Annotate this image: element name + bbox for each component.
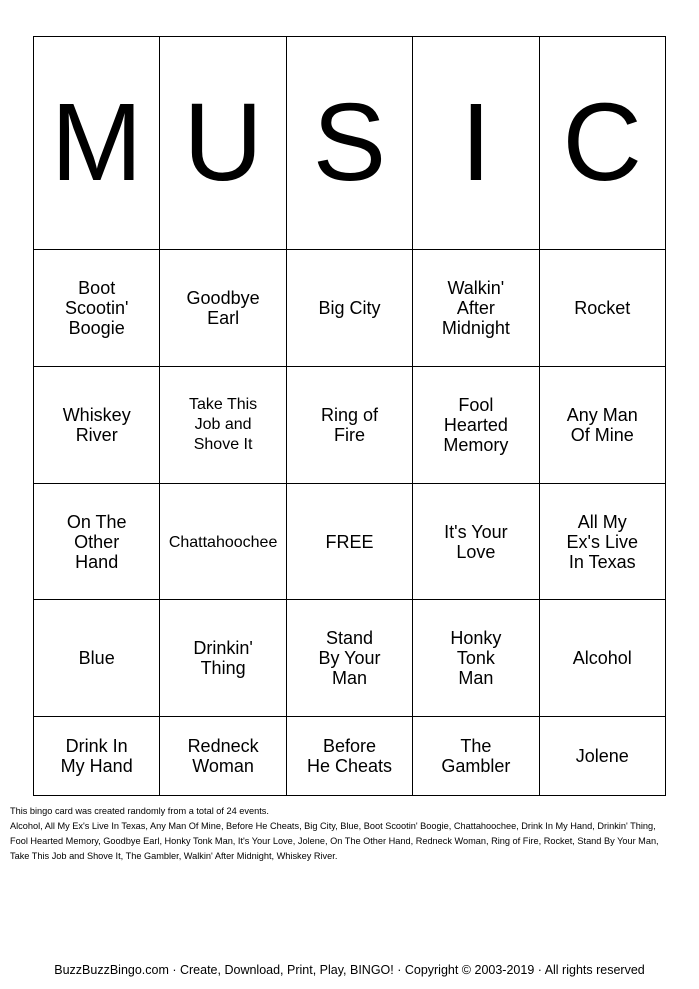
header-row	[34, 37, 666, 250]
bingo-cell	[34, 717, 160, 796]
bingo-cell	[413, 600, 539, 717]
cell-label: It's Your Love	[444, 521, 508, 562]
header-letter-u: U	[160, 37, 286, 250]
bingo-cell	[160, 717, 286, 796]
bingo-cell	[160, 249, 286, 366]
cell-label: Blue	[78, 648, 115, 669]
cell-label: Before He Cheats	[306, 736, 392, 777]
bingo-cell	[160, 600, 286, 717]
cell-label: FREE	[325, 531, 374, 552]
cell-label: Alcohol	[572, 648, 632, 669]
cell-label: On The Other Hand	[66, 511, 127, 572]
header-letter-c: C	[539, 37, 665, 250]
card-row-5	[34, 717, 666, 796]
bingo-card	[33, 36, 666, 796]
card-notes	[10, 804, 690, 864]
header-letter-m: M	[34, 37, 160, 250]
bingo-cell	[160, 483, 286, 600]
bingo-cell	[34, 249, 160, 366]
site-footer: BuzzBuzzBingo.com · Create, Download, Print, Play, BINGO! · Copyright © 2003-2019 · All rights reserved	[54, 963, 645, 977]
cell-label: Honky Tonk Man	[450, 628, 502, 689]
card-row-3	[34, 483, 666, 600]
bingo-cell	[539, 483, 665, 600]
bingo-cell	[539, 366, 665, 483]
event-list: Alcohol, All My Ex's Live In Texas, Any Man Of Mine, Before He Cheats, Big City, Blue, Boot Scootin' Boogie, Chattahoochee, Drink In My Hand, Drinkin' Thing, Fool Hearted Memory, Goodbye Earl, Honky Tonk Man, It's Your Love, Jolene, On The Other Hand, Redneck Woman, Ring of Fire, Rocket, Stand By Your Man, Take This Job and Shove It, The Gambler, Walkin' After Midnight, Whiskey River.	[10, 821, 659, 861]
free-space-cell	[286, 483, 412, 600]
bingo-cell	[413, 366, 539, 483]
cell-label: Any Man Of Mine	[566, 404, 638, 445]
bingo-cell	[34, 483, 160, 600]
bingo-cell	[34, 366, 160, 483]
bingo-cell	[286, 717, 412, 796]
cell-label: The Gambler	[441, 736, 511, 777]
bingo-cell	[413, 717, 539, 796]
bingo-cell	[539, 717, 665, 796]
cell-label: Stand By Your Man	[318, 628, 381, 689]
bingo-cell	[539, 600, 665, 717]
header-letter-i: I	[413, 37, 539, 250]
bingo-cell	[413, 483, 539, 600]
cell-label: All My Ex's Live In Texas	[566, 511, 639, 572]
cell-label: Ring of Fire	[320, 404, 378, 445]
bingo-cell	[286, 600, 412, 717]
card-row-4	[34, 600, 666, 717]
cell-label: Boot Scootin' Boogie	[64, 277, 129, 338]
cell-label: Chattahoochee	[168, 533, 278, 551]
bingo-cell	[286, 366, 412, 483]
header-letter-s: S	[286, 37, 412, 250]
cell-label: Redneck Woman	[187, 736, 259, 777]
cell-label: Whiskey River	[62, 404, 131, 445]
bingo-cell	[160, 366, 286, 483]
cell-label: Rocket	[574, 297, 631, 318]
cell-label: Big City	[318, 297, 381, 318]
card-summary: This bingo card was created randomly from a total of 24 events.	[10, 806, 269, 816]
cell-label: Goodbye Earl	[186, 287, 260, 328]
cell-label: Drinkin' Thing	[193, 638, 253, 679]
cell-label: Walkin' After Midnight	[441, 277, 510, 338]
card-row-2	[34, 366, 666, 483]
cell-label: Jolene	[575, 746, 629, 767]
bingo-cell	[34, 600, 160, 717]
cell-label: Take This Job and Shove It	[188, 395, 258, 453]
card-row-1	[34, 249, 666, 366]
cell-label: Drink In My Hand	[60, 736, 133, 777]
cell-label: Fool Hearted Memory	[443, 394, 509, 455]
bingo-cell	[286, 249, 412, 366]
bingo-cell	[413, 249, 539, 366]
bingo-cell	[539, 249, 665, 366]
